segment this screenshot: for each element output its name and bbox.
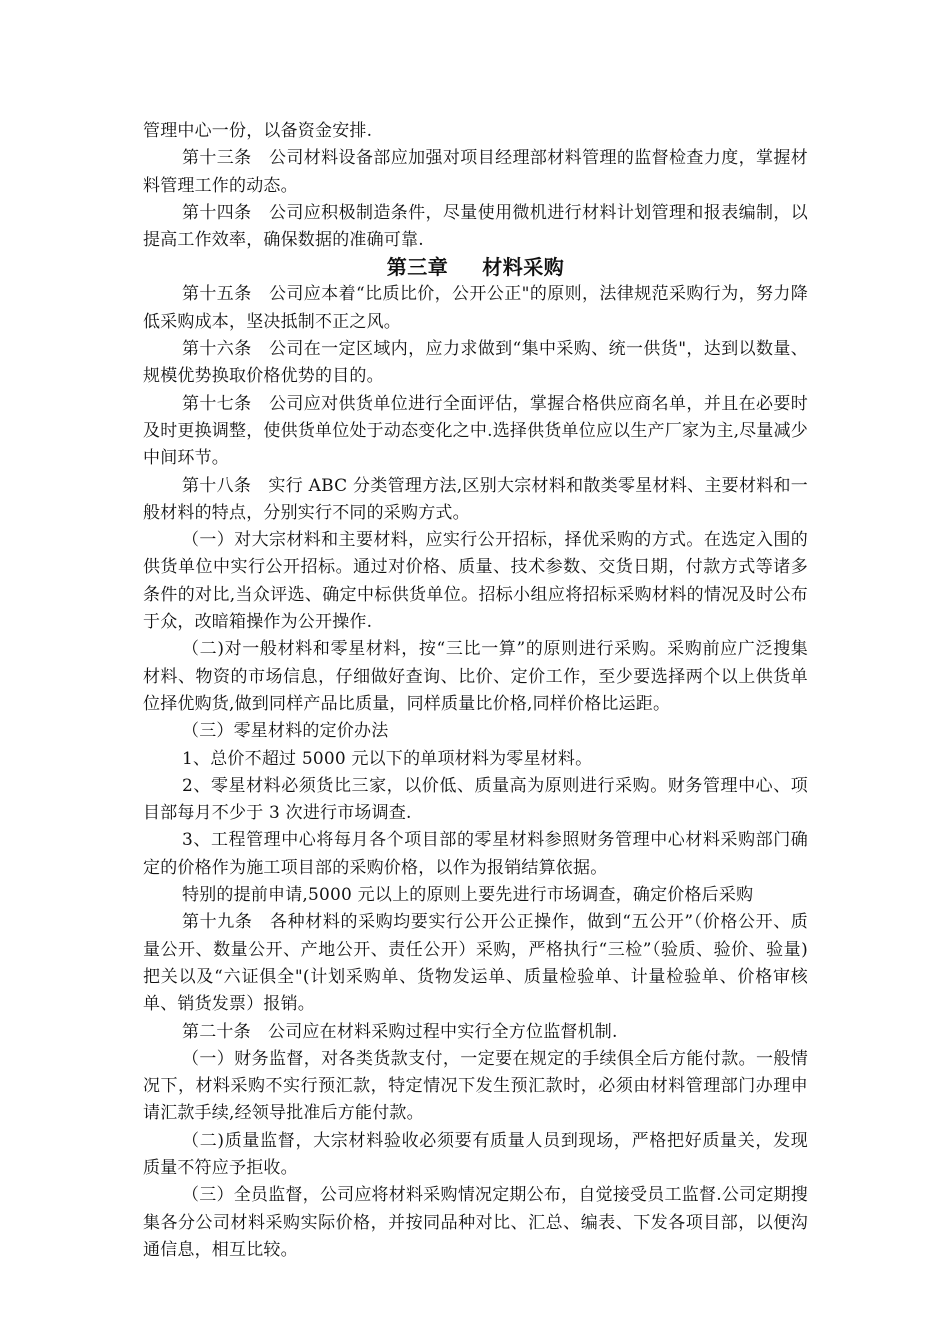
paragraph: 1、总价不超过 5000 元以下的单项材料为零星材料。	[182, 748, 593, 769]
paragraph: 特别的提前申请,5000 元以上的原则上要先进行市场调查，确定价格后采购	[182, 885, 754, 906]
paragraph: （三）全员监督，公司应将材料采购情况定期公布，自觉接受员工监督.公司定期搜集各分公司材料采购实际价格，并按同品种对比、汇总、编表、下发各项目部，以便沟通信息，相互比较。	[143, 1185, 808, 1260]
paragraph: 管理中心一份，以备资金安排.	[143, 121, 373, 141]
paragraph: 第十四条 公司应积极制造条件，尽量使用微机进行材料计划管理和报表编制，以提高工作效率，确保数据的准确可靠.	[143, 202, 808, 251]
chapter-heading	[143, 254, 808, 281]
paragraph: （一）对大宗材料和主要材料，应实行公开招标，择优采购的方式。在选定入围的供货单位中实行公开招标。通过对价格、质量、技术参数、交货日期，付款方式等诸多条件的对比,当众评选、确定中标供货单位。招标小组应将招标采购材料的情况及时公布于众，改暗箱操作为公开操作.	[143, 530, 808, 633]
paragraph: 第十八条 实行 ABC 分类管理方法,区别大宗材料和散类零星材料、主要材料和一般材料的特点，分别实行不同的采购方式。	[143, 475, 808, 523]
paragraph: 第十七条 公司应对供货单位进行全面评估，掌握合格供应商名单，并且在必要时及时更换调整，使供货单位处于动态变化之中.选择供货单位应以生产厂家为主,尽量减少中间环节。	[143, 393, 808, 469]
paragraph: （一）财务监督，对各类货款支付，一定要在规定的手续俱全后方能付款。一般情况下，材料采购不实行预汇款，特定情况下发生预汇款时，必须由材料管理部门办理申请汇款手续,经领导批准后方能付款。	[143, 1048, 808, 1124]
document-page	[143, 118, 808, 1264]
paragraph: 第二十条 公司应在材料采购过程中实行全方位监督机制.	[182, 1021, 618, 1042]
paragraph: 第十六条 公司在一定区域内，应力求做到“集中采购、统一供货"，达到以数量、规模优势换取价格优势的目的。	[143, 339, 808, 387]
paragraph: 3、工程管理中心将每月各个项目部的零星材料参照财务管理中心材料采购部门确定的价格作为施工项目部的采购价格，以作为报销结算依据。	[143, 830, 808, 878]
chapter-number: 第三章	[386, 255, 449, 280]
paragraph: （三）零星材料的定价办法	[182, 721, 389, 742]
chapter-title: 材料采购	[482, 255, 565, 280]
paragraphs-after-chapter	[143, 281, 808, 1264]
paragraph: 第十九条 各种材料的采购均要实行公开公正操作，做到“五公开”（价格公开、质量公开、数量公开、产地公开、责任公开）采购，严格执行“三检”（验质、验价、验量)把关以及“六证俱全"(计划采购单、货物发运单、质量检验单、计量检验单、价格审核单、销货发票）报销。	[143, 912, 808, 1015]
paragraph: 第十五条 公司应本着“比质比价，公开公正"的原则，法律规范采购行为，努力降低采购成本，坚决抵制不正之风。	[143, 284, 808, 332]
paragraphs-before-chapter	[143, 118, 808, 254]
paragraph: （二)质量监督，大宗材料验收必须要有质量人员到现场，严格把好质量关，发现质量不符应予拒收。	[143, 1130, 808, 1178]
paragraph: （二)对一般材料和零星材料，按“三比一算”的原则进行采购。采购前应广泛搜集材料、物资的市场信息，仔细做好查询、比价、定价工作，至少要选择两个以上供货单位择优购货,做到同样产品比质量，同样质量比价格,同样价格比运距。	[143, 639, 808, 714]
paragraph: 第十三条 公司材料设备部应加强对项目经理部材料管理的监督检查力度，掌握材料管理工作的动态。	[143, 148, 808, 196]
paragraph: 2、零星材料必须货比三家，以价低、质量高为原则进行采购。财务管理中心、项目部每月不少于 3 次进行市场调查.	[143, 775, 808, 824]
